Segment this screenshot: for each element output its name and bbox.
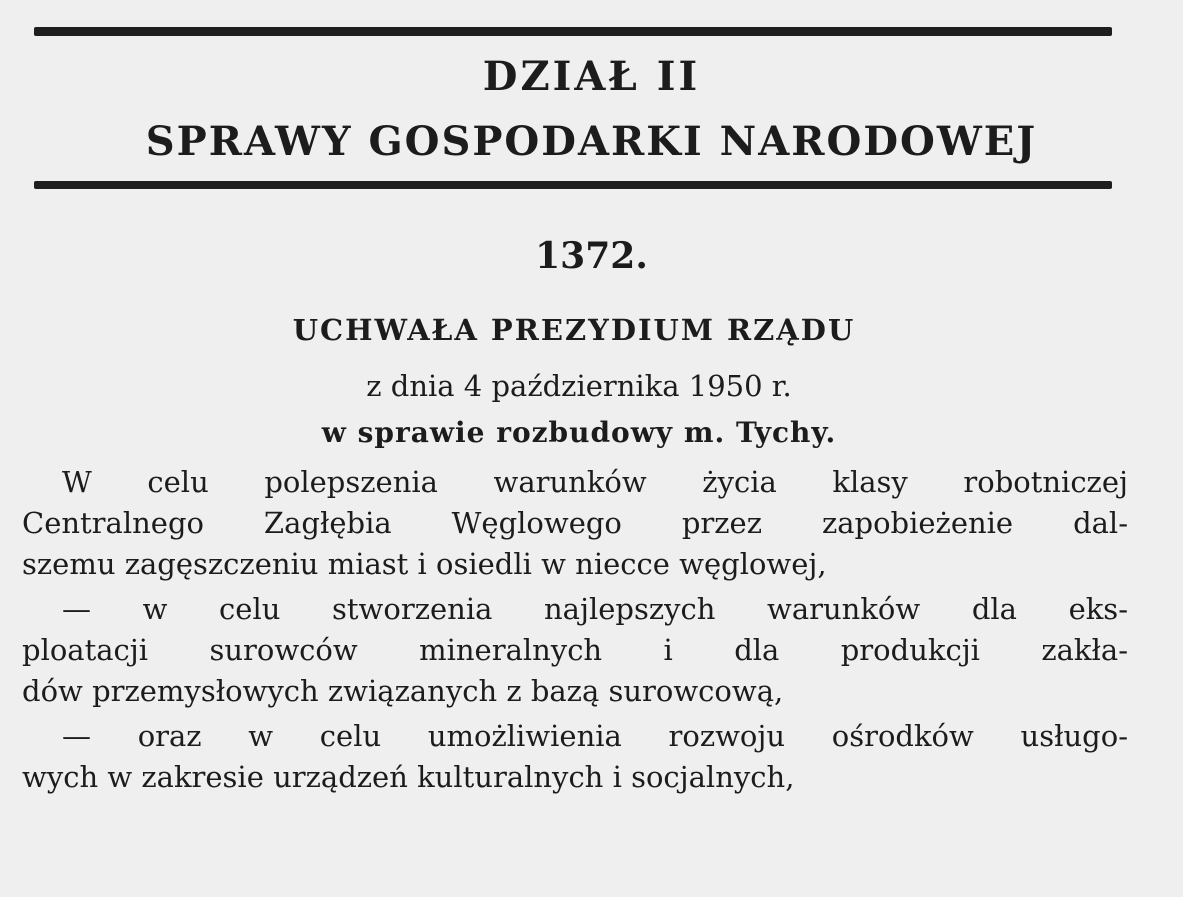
section-label: DZIAŁ II — [482, 53, 701, 100]
act-date: z dnia 4 października 1950 r. — [366, 369, 792, 403]
act-subject: w sprawie rozbudowy m. Tychy. — [321, 416, 837, 449]
top-rule — [34, 27, 1112, 36]
body-line: W celu polepszenia warunków życia klasy robotniczej — [62, 465, 1128, 499]
act-number: 1372. — [535, 235, 648, 277]
body-line: szemu zagęszczeniu miast i osiedli w niecce węglowej, — [22, 547, 827, 581]
body-line: — oraz w celu umożliwienia rozwoju ośrodków usługo- — [62, 719, 1128, 753]
section-title: SPRAWY GOSPODARKI NARODOWEJ — [145, 118, 1038, 165]
body-line: Centralnego Zagłębia Węglowego przez zapobieżenie dal- — [22, 506, 1128, 540]
body-line: — w celu stworzenia najlepszych warunków dla eks- — [62, 592, 1128, 626]
body-line: wych w zakresie urządzeń kulturalnych i socjalnych, — [22, 760, 795, 794]
body-line: dów przemysłowych związanych z bazą surowcową, — [22, 674, 784, 708]
bottom-rule — [34, 181, 1112, 189]
body-text — [22, 462, 1128, 798]
body-line: ploatacji surowców mineralnych i dla produkcji zakła- — [22, 633, 1128, 667]
act-type: UCHWAŁA PREZYDIUM RZĄDU — [292, 313, 856, 347]
